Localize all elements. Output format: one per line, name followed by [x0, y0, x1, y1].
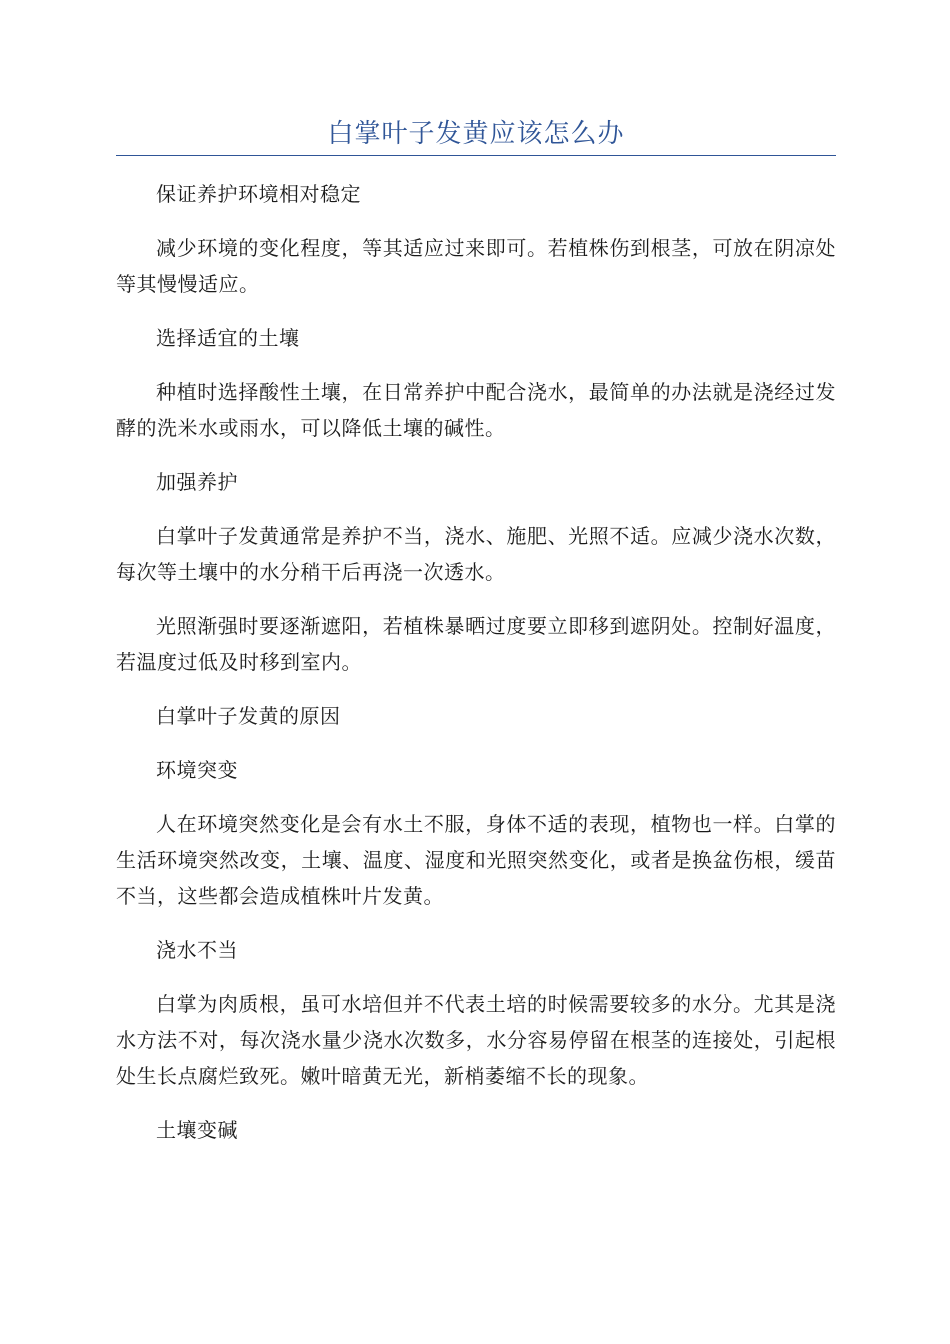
- paragraph-acidic-soil: 种植时选择酸性土壤，在日常养护中配合浇水，最简单的办法就是浇经过发酵的洗米水或雨水，可以降低土壤的碱性。: [116, 380, 836, 440]
- document-body: [116, 176, 836, 1148]
- heading-causes: 白掌叶子发黄的原因: [156, 704, 341, 728]
- heading-suitable-soil: 选择适宜的土壤: [156, 326, 300, 350]
- paragraph-improper-watering: 白掌为肉质根，虽可水培但并不代表土培的时候需要较多的水分。尤其是浇水方法不对，每次浇水量少浇水次数多，水分容易停留在根茎的连接处，引起根处生长点腐烂致死。嫩叶暗黄无光，新梢萎缩不长的现象。: [116, 992, 836, 1088]
- paragraph-reduce-change: 减少环境的变化程度，等其适应过来即可。若植株伤到根茎，可放在阴凉处等其慢慢适应。: [116, 236, 836, 296]
- heading-alkaline-soil: 土壤变碱: [156, 1118, 238, 1142]
- heading-strengthen-care: 加强养护: [156, 470, 238, 494]
- heading-improper-watering: 浇水不当: [156, 938, 238, 962]
- heading-environment-change: 环境突变: [156, 758, 238, 782]
- paragraph-environment-change: 人在环境突然变化是会有水土不服，身体不适的表现，植物也一样。白掌的生活环境突然改变，土壤、温度、湿度和光照突然变化，或者是换盆伤根，缓苗不当，这些都会造成植株叶片发黄。: [116, 812, 836, 908]
- paragraph-care-watering: 白掌叶子发黄通常是养护不当，浇水、施肥、光照不适。应减少浇水次数，每次等土壤中的水分稍干后再浇一次透水。: [116, 524, 836, 584]
- document-page: [116, 0, 836, 1166]
- title-underline: [116, 155, 836, 156]
- paragraph-light-temperature: 光照渐强时要逐渐遮阳，若植株暴晒过度要立即移到遮阴处。控制好温度，若温度过低及时移到室内。: [116, 614, 836, 674]
- heading-stable-environment: 保证养护环境相对稳定: [156, 182, 361, 206]
- document-title: 白掌叶子发黄应该怎么办: [327, 119, 625, 149]
